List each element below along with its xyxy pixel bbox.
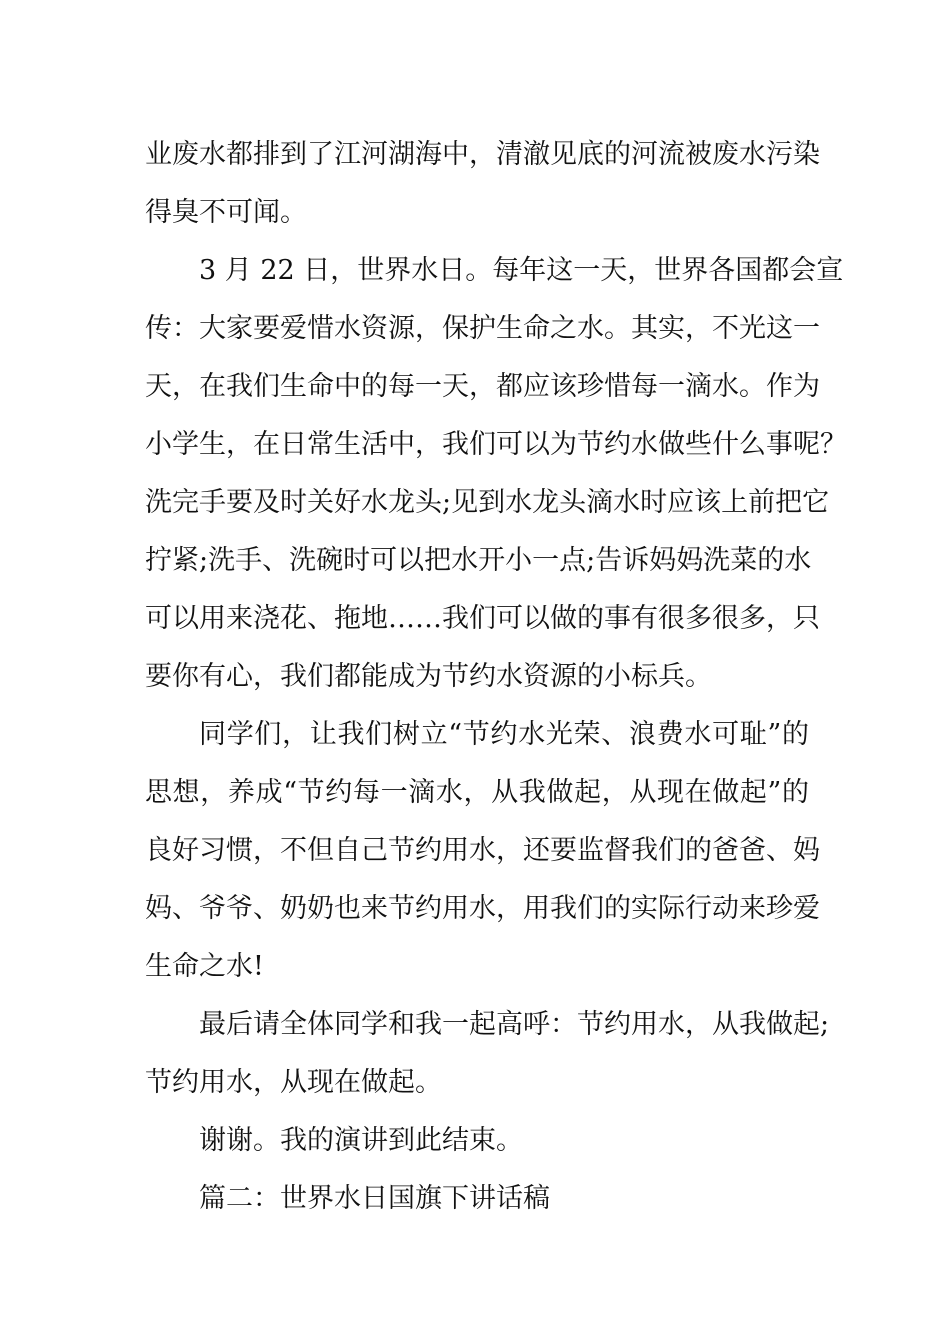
paragraph-5 — [145, 1112, 809, 1170]
text-line: 生命之水! — [145, 951, 264, 982]
text-line: 传：大家要爱惜水资源，保护生命之水。其实，不光这一 — [145, 313, 820, 344]
text-line: 得臭不可闻。 — [145, 197, 307, 228]
paragraph-4 — [145, 996, 830, 1112]
text-line: 拧紧;洗手、洗碗时可以把水开小一点;告诉妈妈洗菜的水 — [145, 545, 812, 576]
text-line: 洗完手要及时关好水龙头;见到水龙头滴水时应该上前把它 — [145, 487, 830, 518]
text-line: 妈、爷爷、奶奶也来节约用水，用我们的实际行动来珍爱 — [145, 893, 820, 924]
paragraph-3 — [145, 706, 820, 996]
text-line: 要你有心，我们都能成为节约水资源的小标兵。 — [145, 661, 712, 692]
text-line: 天，在我们生命中的每一天，都应该珍惜每一滴水。作为 — [145, 371, 820, 402]
text-line: 同学们，让我们树立“节约水光荣、浪费水可耻”的 — [199, 719, 809, 750]
text-line: 3 月 22 日，世界水日。每年这一天，世界各国都会宣 — [199, 255, 844, 286]
document-body — [145, 126, 847, 1228]
text-line: 篇二：世界水日国旗下讲话稿 — [199, 1183, 550, 1214]
text-line: 良好习惯，不但自己节约用水，还要监督我们的爸爸、妈 — [145, 835, 820, 866]
text-line: 谢谢。我的演讲到此结束。 — [199, 1125, 523, 1156]
paragraph-2 — [145, 242, 847, 706]
text-line: 业废水都排到了江河湖海中，清澈见底的河流被废水污染 — [145, 139, 820, 170]
paragraph-1 — [145, 126, 820, 242]
section-heading — [145, 1170, 809, 1228]
text-line: 思想，养成“节约每一滴水，从我做起，从现在做起”的 — [145, 777, 809, 808]
text-line: 小学生，在日常生活中，我们可以为节约水做些什么事呢？ — [145, 429, 847, 460]
text-line: 最后请全体同学和我一起高呼：节约用水，从我做起; — [199, 1009, 830, 1040]
text-line: 可以用来浇花、拖地……我们可以做的事有很多很多，只 — [145, 603, 820, 634]
text-line: 节约用水，从现在做起。 — [145, 1067, 442, 1098]
